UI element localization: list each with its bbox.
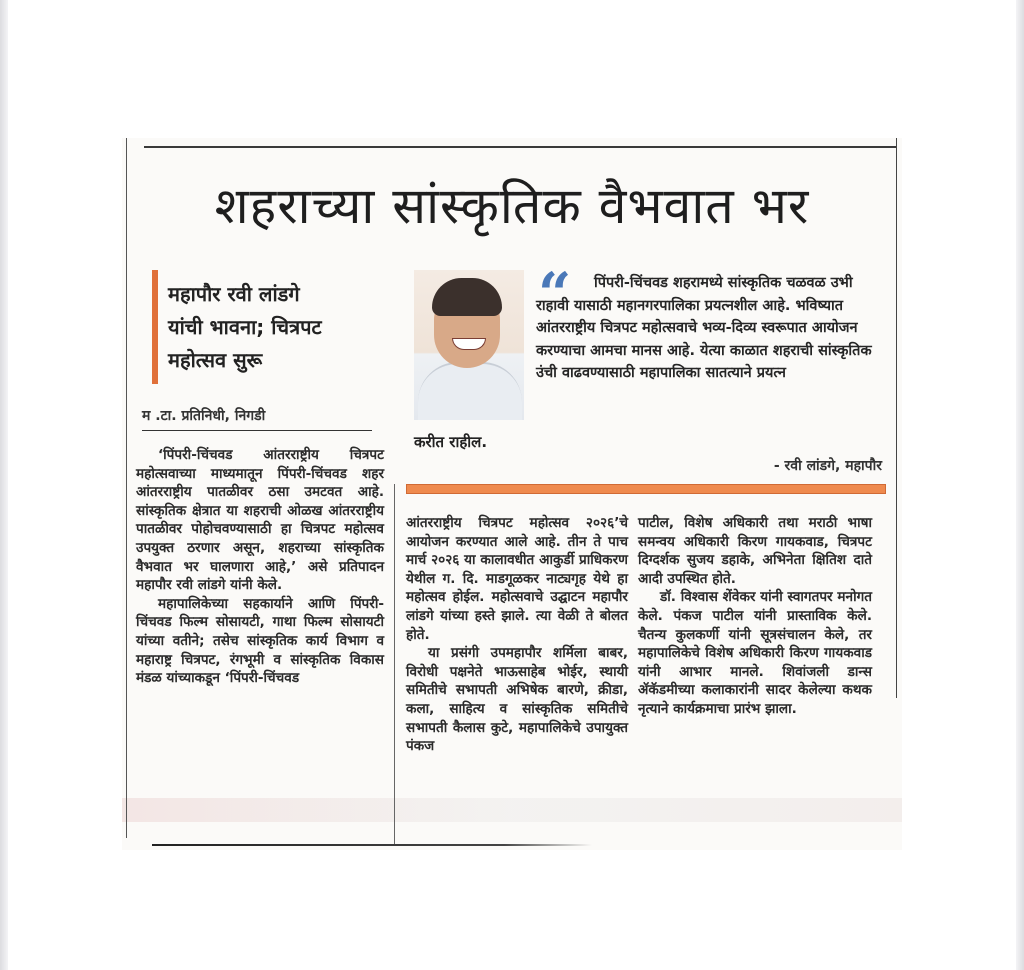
column-divider bbox=[394, 484, 395, 844]
byline: म .टा. प्रतिनिधी, निगडी bbox=[142, 408, 266, 424]
body-column-2 bbox=[406, 514, 628, 756]
photo-hair bbox=[432, 278, 502, 316]
pull-quote-text: पिंपरी-चिंचवड शहरामध्ये सांस्कृतिक चळवळ उभी राहावी यासाठी महानगरपालिका प्रयत्नशील आहे. भविष्यात आंतरराष्ट्रीय चित्रपट महोत्सवाचे भव्य-दिव्य स्वरूपात आयोजन करण्याचा आमचा मानस आहे. येत्या काळात शहराची सांस्कृतिक उंची वाढवण्यासाठी महापालिका सातत्याने प्रयत्न bbox=[536, 275, 872, 381]
subhead-accent-bar bbox=[152, 270, 158, 384]
newspaper-clipping bbox=[122, 138, 902, 850]
scan-smudge bbox=[122, 798, 902, 822]
body-column-3 bbox=[638, 514, 872, 719]
bottom-rule bbox=[152, 844, 592, 846]
left-vertical-rule bbox=[126, 138, 127, 838]
paragraph: या प्रसंगी उपमहापौर शर्मिला बाबर, विरोधी पक्षनेते भाऊसाहेब भोईर, स्थायी समितीचे सभापती अभिषेक बारणे, क्रीडा, कला, साहित्य व सांस्कृतिक समितीचे सभापती कैलास कुटे, महापालिकेचे उपायुक्त पंकज bbox=[406, 645, 628, 755]
frame-edge-right bbox=[1016, 0, 1024, 970]
paragraph: महापालिकेच्या सहकार्याने आणि पिंपरी-चिंचवड फिल्म सोसायटी, गाथा फिल्म सोसायटी यांच्या वतीने; तसेच सांस्कृतिक कार्य विभाग व महाराष्ट्र चित्रपट, रंगभूमी व सांस्कृतिक विकास मंडळ यांच्याकडून ‘पिंपरी-चिंचवड bbox=[136, 595, 384, 687]
pull-quote bbox=[536, 272, 880, 385]
orange-accent-bar bbox=[406, 484, 886, 494]
paragraph: डॉ. विश्वास शेंवेकर यांनी स्वागतपर मनोगत केले. पंकज पाटील यांनी प्रास्ताविक केले. चैतन्य कुलकर्णी यांनी सूत्रसंचालन केले, तर महापालिकेचे विशेष अधिकारी किरण गायकवाड यांनी आभार मानले. शिवांजली डान्स ॲकॅडमीच्या कलाकारांनी सादर केलेल्या कथक नृत्याने कार्यक्रमाचा प्रारंभ झाला. bbox=[638, 589, 872, 717]
photo-shirt bbox=[418, 362, 522, 420]
photo-caption: करीत राहील. bbox=[414, 433, 488, 451]
paragraph: आंतरराष्ट्रीय चित्रपट महोत्सव २०२६’चे आयोजन करण्यात आले आहे. तीन ते पाच मार्च २०२६ या कालावधीत आकुर्डी प्राधिकरण येथील ग. दि. माडगूळकर नाट्यगृह येथे हा महोत्सव होईल. महोत्सवाचे उद्घाटन महापौर लांडगे यांच्या हस्ते झाले. त्या वेळी ते बोलत होते. bbox=[406, 515, 628, 643]
top-rule bbox=[144, 146, 896, 148]
frame-edge-left bbox=[0, 0, 8, 970]
headline: शहराच्या सांस्कृतिक वैभवात भर bbox=[214, 177, 810, 235]
quote-mark-icon: “ bbox=[538, 260, 572, 328]
subheadline bbox=[168, 278, 398, 377]
body-column-1 bbox=[136, 446, 384, 688]
subheadline-line: यांची भावना; चित्रपट bbox=[168, 315, 322, 339]
mayor-photo bbox=[414, 270, 524, 420]
subheadline-line: महापौर रवी लांडगे bbox=[168, 282, 300, 306]
byline-rule bbox=[142, 430, 372, 431]
paragraph: ‘पिंपरी-चिंचवड आंतरराष्ट्रीय चित्रपट महोत्सवाच्या माध्यमातून पिंपरी-चिंचवड शहर आंतरराष्ट्रीय पातळीवर ठसा उमटवत आहे. सांस्कृतिक क्षेत्रात या शहराची ओळख आंतरराष्ट्रीय पातळीवर पोहोचवण्यासाठी हा चित्रपट महोत्सव उपयुक्त ठरणार असून, शहराच्या सांस्कृतिक वैभवात भर घालणारा आहे,’ असे प्रतिपादन महापौर रवी लांडगे यांनी केले. bbox=[136, 447, 384, 594]
subheadline-line: महोत्सव सुरू bbox=[168, 348, 263, 372]
quote-attribution: - रवी लांडगे, महापौर bbox=[773, 458, 882, 474]
paragraph: पाटील, विशेष अधिकारी तथा मराठी भाषा समन्वय अधिकारी किरण गायकवाड, चित्रपट दिग्दर्शक सुजय डहाके, अभिनेता क्षितिश दाते आदी उपस्थित होते. bbox=[638, 515, 872, 587]
